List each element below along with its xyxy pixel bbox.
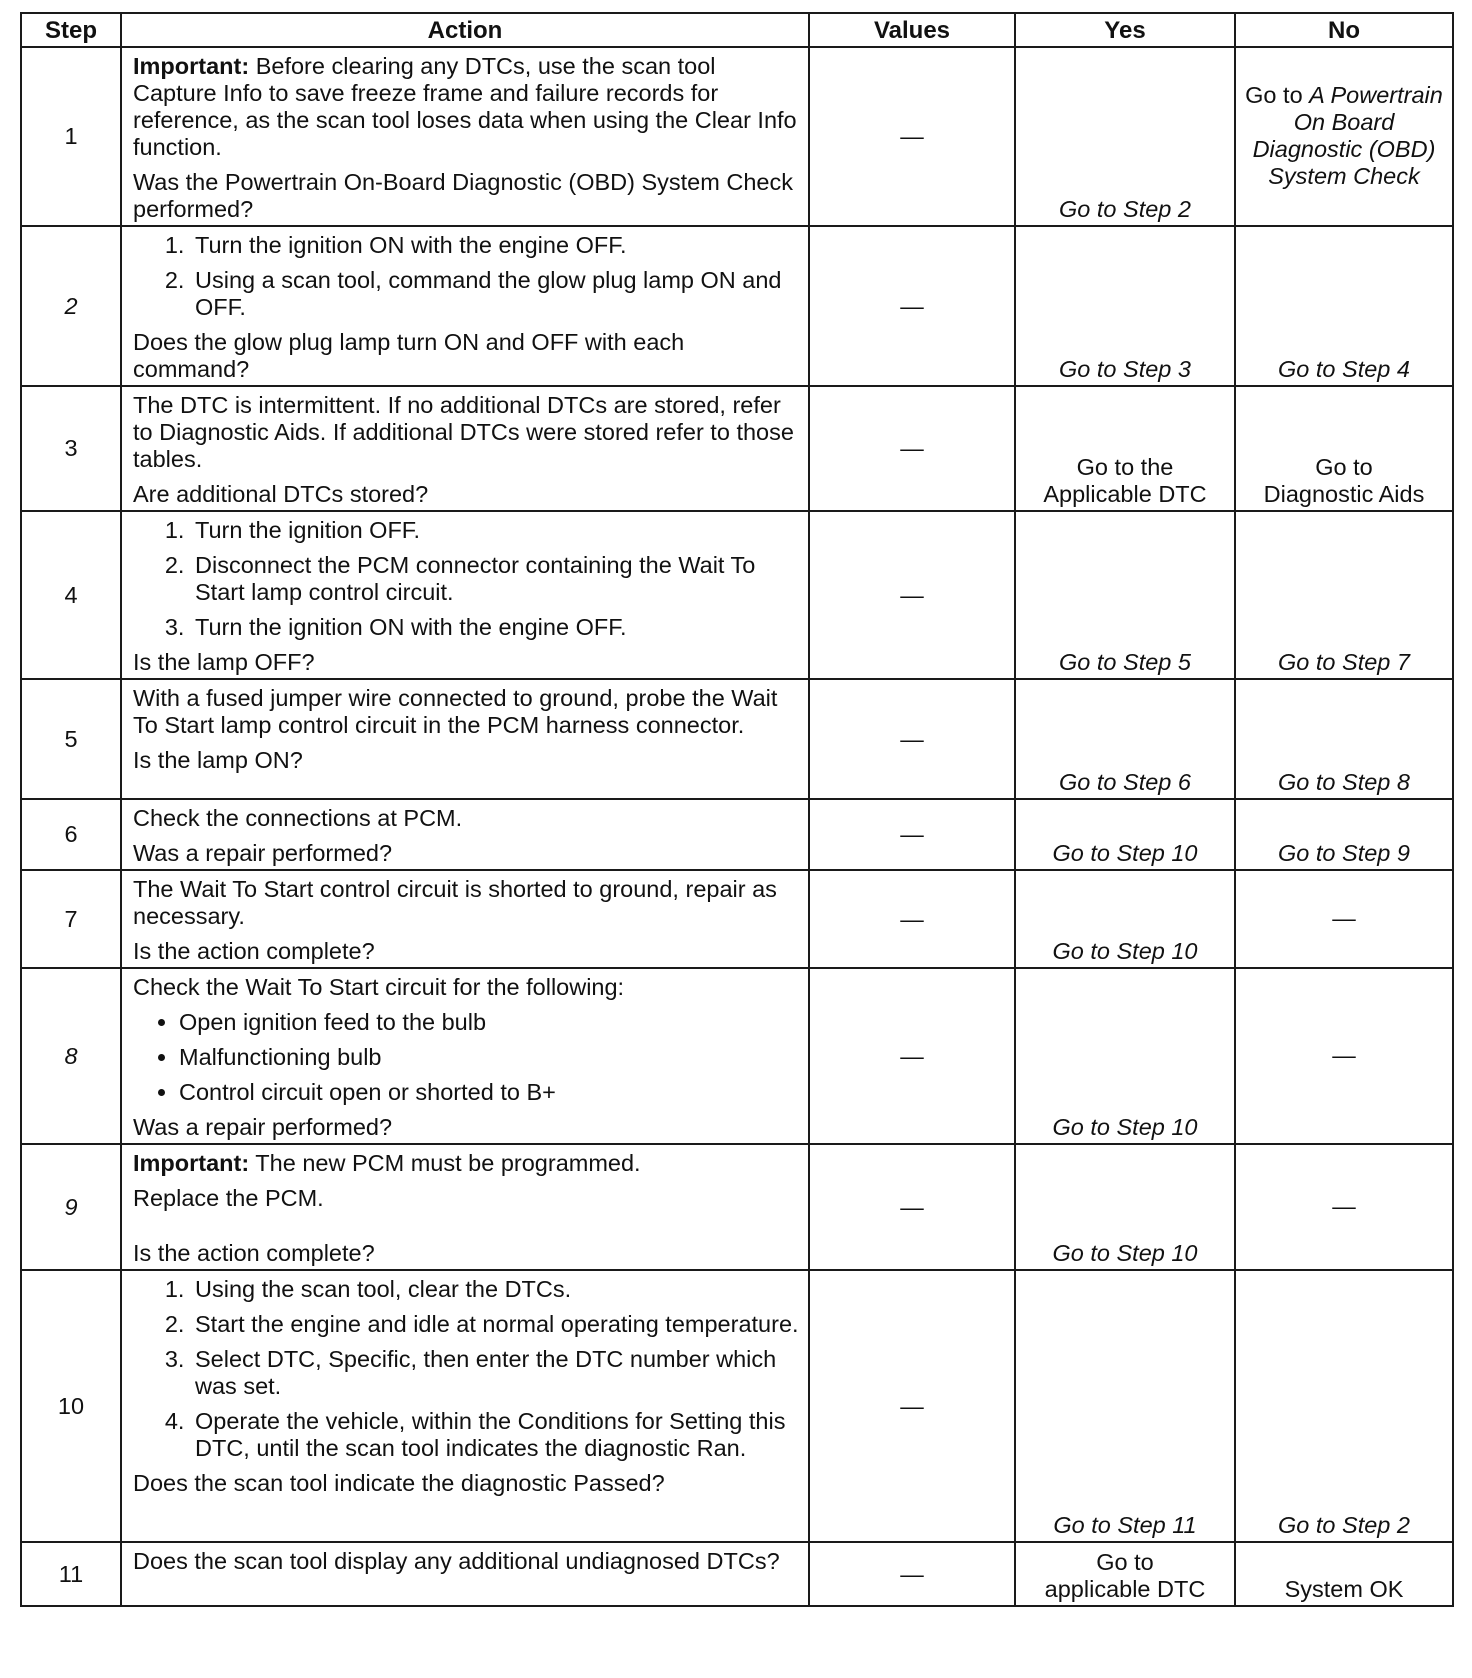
action-text: Check the connections at PCM. [133, 805, 463, 831]
yes-link[interactable]: Go to Step 11 [1015, 1270, 1235, 1542]
table-row [21, 226, 1453, 386]
no-value: — [1235, 1144, 1453, 1270]
step-number: 8 [21, 968, 121, 1144]
yes-link[interactable]: Go to Step 10 [1015, 968, 1235, 1144]
list-item: 2. Using a scan tool, command the glow plug lamp ON and OFF. [191, 267, 800, 321]
no-line: Go to [1315, 454, 1373, 480]
header-no: No [1235, 13, 1453, 47]
no-link-target[interactable]: A Powertrain On Board Diagnostic (OBD) System Check [1252, 81, 1443, 189]
step-number: 6 [21, 799, 121, 870]
no-link[interactable] [1235, 47, 1453, 226]
no-line: Diagnostic Aids [1263, 481, 1425, 507]
action-text: The DTC is intermittent. If no additional DTCs are stored, refer to Diagnostic Aids. If additional DTCs were stored refer to those tables. [133, 392, 794, 472]
action-cell [121, 47, 809, 226]
list-item: 3. Select DTC, Specific, then enter the DTC number which was set. [191, 1346, 800, 1400]
no-link[interactable]: Go to Step 9 [1235, 799, 1453, 870]
yes-link[interactable]: Go to Step 10 [1015, 799, 1235, 870]
list-item: 2. Disconnect the PCM connector containing the Wait To Start lamp control circuit. [191, 552, 800, 606]
no-link-prefix: Go to [1245, 81, 1303, 108]
header-step: Step [21, 13, 121, 47]
question-text: Does the glow plug lamp turn ON and OFF with each command? [133, 329, 685, 382]
step-number: 3 [21, 386, 121, 511]
values-cell: — [809, 870, 1015, 968]
yes-link[interactable]: Go to Step 5 [1015, 511, 1235, 679]
question-text: Does the scan tool indicate the diagnostic Passed? [133, 1470, 665, 1496]
no-link[interactable]: Go to Step 7 [1235, 511, 1453, 679]
action-cell [121, 386, 809, 511]
list-item: • Control circuit open or shorted to B+ [179, 1079, 800, 1106]
list-item: 1. Turn the ignition OFF. [191, 517, 800, 544]
yes-line: Go to the [1076, 454, 1174, 480]
no-link[interactable] [1235, 386, 1453, 511]
yes-link[interactable]: Go to Step 3 [1015, 226, 1235, 386]
question-text: Was a repair performed? [133, 1114, 393, 1140]
header-values: Values [809, 13, 1015, 47]
list-item: • Open ignition feed to the bulb [179, 1009, 800, 1036]
list-item: 1. Using the scan tool, clear the DTCs. [191, 1276, 800, 1303]
values-cell: — [809, 511, 1015, 679]
table-row [21, 799, 1453, 870]
instruction-list [133, 232, 800, 321]
list-item: 1. Turn the ignition ON with the engine OFF. [191, 232, 800, 259]
action-text: Check the Wait To Start circuit for the following: [133, 974, 625, 1000]
action-text: With a fused jumper wire connected to ground, probe the Wait To Start lamp control circuit in the PCM harness connector. [133, 685, 778, 738]
important-text: Before clearing any DTCs, use the scan tool Capture Info to save freeze frame and failure records for reference, as the scan tool loses data when using the Clear Info function. [133, 53, 797, 160]
yes-link[interactable] [1015, 386, 1235, 511]
question-text: Was a repair performed? [133, 840, 393, 866]
table-row [21, 47, 1453, 226]
no-value: — [1235, 870, 1453, 968]
values-cell: — [809, 1542, 1015, 1606]
action-cell [121, 1270, 809, 1542]
action-cell [121, 1542, 809, 1606]
yes-line: applicable DTC [1044, 1576, 1206, 1602]
values-cell: — [809, 1144, 1015, 1270]
values-cell: — [809, 386, 1015, 511]
yes-link[interactable]: Go to Step 10 [1015, 870, 1235, 968]
important-note [133, 1150, 800, 1177]
diagnostic-table [20, 12, 1454, 1607]
question-text: Was the Powertrain On-Board Diagnostic (OBD) System Check performed? [133, 169, 793, 222]
yes-link[interactable]: Go to Step 10 [1015, 1144, 1235, 1270]
instruction-list [133, 1276, 800, 1462]
spacer [133, 1220, 800, 1240]
important-label: Important: [133, 53, 250, 79]
yes-link[interactable]: Go to Step 6 [1015, 679, 1235, 799]
action-cell [121, 511, 809, 679]
no-link[interactable]: Go to Step 4 [1235, 226, 1453, 386]
action-cell [121, 870, 809, 968]
header-action: Action [121, 13, 809, 47]
question-text: Is the action complete? [133, 1240, 375, 1266]
table-row [21, 386, 1453, 511]
list-item: 4. Operate the vehicle, within the Conditions for Setting this DTC, until the scan tool indicates the diagnostic Ran. [191, 1408, 800, 1462]
action-text: Replace the PCM. [133, 1185, 324, 1211]
action-cell [121, 799, 809, 870]
action-text: The Wait To Start control circuit is shorted to ground, repair as necessary. [133, 876, 777, 929]
header-row [21, 13, 1453, 47]
question-text: Does the scan tool display any additional undiagnosed DTCs? [133, 1548, 780, 1574]
action-cell [121, 968, 809, 1144]
table-row [21, 1542, 1453, 1606]
values-cell: — [809, 47, 1015, 226]
table-row [21, 1144, 1453, 1270]
step-number: 4 [21, 511, 121, 679]
values-cell: — [809, 226, 1015, 386]
values-cell: — [809, 1270, 1015, 1542]
values-cell: — [809, 679, 1015, 799]
yes-line: Applicable DTC [1043, 481, 1207, 507]
yes-link[interactable]: Go to Step 2 [1015, 47, 1235, 226]
step-number: 1 [21, 47, 121, 226]
header-yes: Yes [1015, 13, 1235, 47]
action-cell [121, 679, 809, 799]
table-row [21, 679, 1453, 799]
important-text: The new PCM must be programmed. [255, 1150, 641, 1176]
action-cell [121, 1144, 809, 1270]
list-item: 3. Turn the ignition ON with the engine OFF. [191, 614, 800, 641]
table-row [21, 511, 1453, 679]
yes-line: Go to [1096, 1549, 1154, 1575]
question-text: Are additional DTCs stored? [133, 481, 429, 507]
question-text: Is the lamp OFF? [133, 649, 315, 675]
question-text: Is the action complete? [133, 938, 375, 964]
step-number: 7 [21, 870, 121, 968]
list-item: • Malfunctioning bulb [179, 1044, 800, 1071]
no-link[interactable]: Go to Step 2 [1235, 1270, 1453, 1542]
important-label: Important: [133, 1150, 250, 1176]
step-number: 2 [21, 226, 121, 386]
table-row [21, 1270, 1453, 1542]
yes-link[interactable] [1015, 1542, 1235, 1606]
no-value: System OK [1235, 1542, 1453, 1606]
step-number: 5 [21, 679, 121, 799]
table-row [21, 968, 1453, 1144]
question-text: Is the lamp ON? [133, 747, 303, 773]
no-link[interactable]: Go to Step 8 [1235, 679, 1453, 799]
important-note [133, 53, 800, 161]
values-cell: — [809, 968, 1015, 1144]
check-list [133, 1009, 800, 1106]
no-value: — [1235, 968, 1453, 1144]
list-item: 2. Start the engine and idle at normal operating temperature. [191, 1311, 800, 1338]
step-number: 9 [21, 1144, 121, 1270]
step-number: 11 [21, 1542, 121, 1606]
values-cell: — [809, 799, 1015, 870]
instruction-list [133, 517, 800, 641]
table-row [21, 870, 1453, 968]
action-cell [121, 226, 809, 386]
step-number: 10 [21, 1270, 121, 1542]
